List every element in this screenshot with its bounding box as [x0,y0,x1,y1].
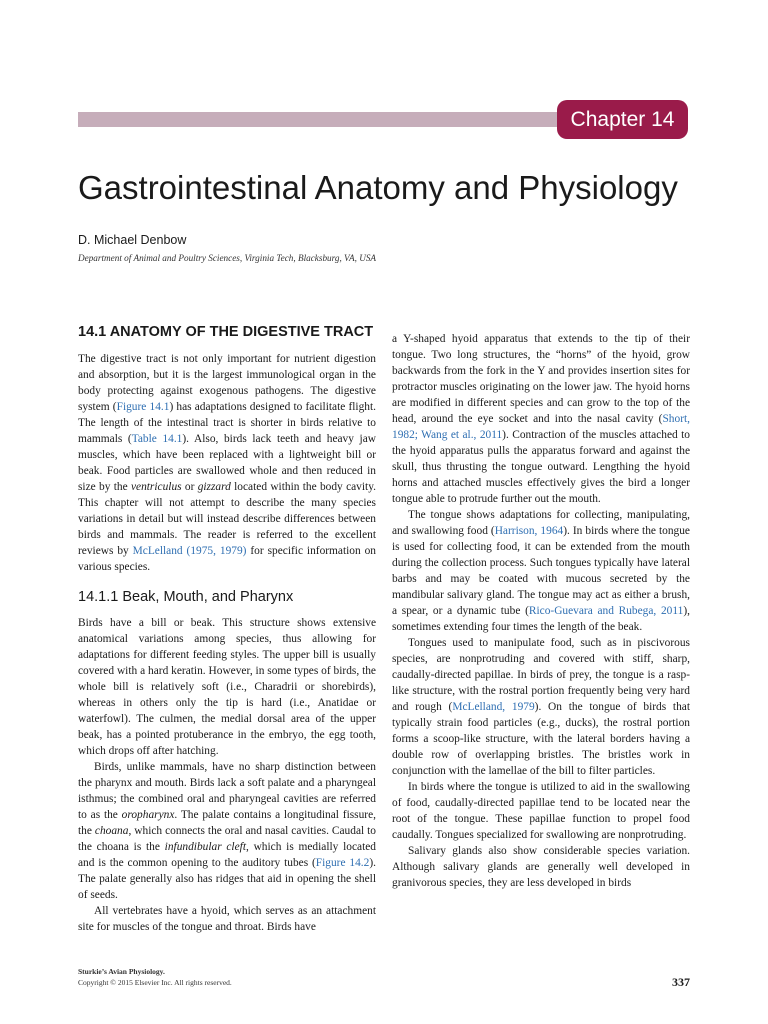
paragraph: In birds where the tongue is utilized to aid in the swallowing of food, caudally-directed papillae tend to be located near the root of the tongue. These papillae function to propel food caudally. Tongues specialized for swallowing are nonprotruding. [392,781,690,841]
paragraph: a Y-shaped hyoid apparatus that extends to the tip of their tongue. Two long structures, the “horns” of the hyoid, grow backwards from the fork in the Y and provides insertion sites for protractor muscles originating on the lower jaw. The hyoid horns are modified in different species and can grow to the top of the head, around the eye socket and into the nasal cavity (Short, 1982; Wang et al., 2011). Contraction of the muscles attached to the hyoid apparatus pulls the apparatus forward and against the skull, thus thrusting the tongue outward. Lengthing the hyoid horns and attached muscles effectively gives the bird a longer tongue able to protrude further out the mouth. [392,333,690,505]
right-column [392,331,690,891]
citation-link[interactable]: Short, 1982; Wang et al., 2011 [392,413,690,441]
paragraph: Tongues used to manipulate food, such as in piscivorous species, are nonprotruding and covered with stiff, sharp, caudally-directed papillae. In birds of prey, the tongue is a rasp-like structure, with the rostral portion frequently being very hard and rough (McLelland, 1979). On the tongue of birds that typically strain food particles (e.g., ducks), the rostral portion forms a scoop-like structure, with the lateral borders having a double row of overlapping bristles. The bristles work in conjunction with the lamellae of the bill to filter particles. [392,637,690,777]
paragraph: The digestive tract is not only important for nutrient digestion and absorption, but it is the largest immunological organ in the body protecting against exogenous pathogens. The digestive system (Figure 14.1) has adaptations designed to facilitate flight. The length of the intestinal tract is shorter in birds relative to mammals (Table 14.1). Also, birds lack teeth and heavy jaw muscles, which have been replaced with a lightweight bill or beak. Food particles are swallowed whole and then reduced in size by the ventriculus or gizzard located within the body cavity. This chapter will not attempt to describe the many species variations in detail but will instead describe differences between birds and mammals. The reader is referred to the excellent reviews by McLelland (1975, 1979) for specific information on various species. [78,353,377,573]
chapter-header-bar [78,112,638,127]
figure-link[interactable]: Figure 14.1 [116,401,170,413]
chapter-label: Chapter 14 [557,100,688,139]
citation-link[interactable]: McLelland (1975, 1979) [132,545,247,557]
table-link[interactable]: Table 14.1 [131,433,183,445]
journal-title: Sturkie’s Avian Physiology. [78,967,165,976]
citation-link[interactable]: McLelland, 1979 [452,701,535,713]
footer-citation [78,966,232,988]
page-number: 337 [672,975,690,989]
author-affiliation: Department of Animal and Poultry Sciences, Virginia Tech, Blacksburg, VA, USA [78,253,377,263]
paragraph: The tongue shows adaptations for collecting, manipulating, and swallowing food (Harrison, 1964). In birds where the tongue is used for collecting food, it can be extended from the mouth during the collection process. Such tongues typically have lateral barbs and may be coated with mucous secreted by the mandibular salivary gland. The tongue may act as either a brush, a spear, or a dynamic tube (Rico-Guevara and Rubega, 2011), sometimes extending four times the length of the beak. [392,509,690,633]
paragraph: Birds, unlike mammals, have no sharp distinction between the pharynx and mouth. Birds lack a soft palate and a pharyngeal isthmus; the combined oral and pharyngeal cavities are referred to as the oropharynx. The palate contains a longitudinal fissure, the choana, which connects the oral and nasal cavities. Caudal to the choana is the infundibular cleft, which is medially located and is the common opening to the auditory tubes (Figure 14.2). The palate generally also has ridges that aid in opening the shell of seeds. [78,761,377,901]
left-column [78,322,376,935]
citation-link[interactable]: Harrison, 1964 [494,525,564,537]
copyright-notice: Copyright © 2015 Elsevier Inc. All rights reserved. [78,978,232,987]
citation-link[interactable]: Rico-Guevara and Rubega, 2011 [528,605,684,617]
paragraph: All vertebrates have a hyoid, which serves as an attachment site for muscles of the tongue and throat. Birds have [78,905,376,933]
author-name: D. Michael Denbow [78,233,187,247]
subsection-heading: 14.1.1 Beak, Mouth, and Pharynx [78,589,294,605]
paragraph: Salivary glands also show considerable species variation. Although salivary glands are generally well developed in granivorous species, they are less developed in birds [392,845,690,889]
paragraph: Birds have a bill or beak. This structure shows extensive anatomical variations among species, thus allowing for adaptations for different feeding styles. The upper bill is usually covered with a hard keratin. However, in some types of birds, the whole bill is relatively soft (i.e., Charadrii or shorebirds), whereas in others only the tip is hard (i.e., Anatidae or waterfowl). The culmen, the medial dorsal area of the upper beak, has a pointed protuberance in the embryo, the egg tooth, which drops off after hatching. [78,617,376,757]
section-heading: 14.1 ANATOMY OF THE DIGESTIVE TRACT [78,324,374,340]
figure-link[interactable]: Figure 14.2 [315,857,370,869]
chapter-title: Gastrointestinal Anatomy and Physiology [78,169,678,206]
